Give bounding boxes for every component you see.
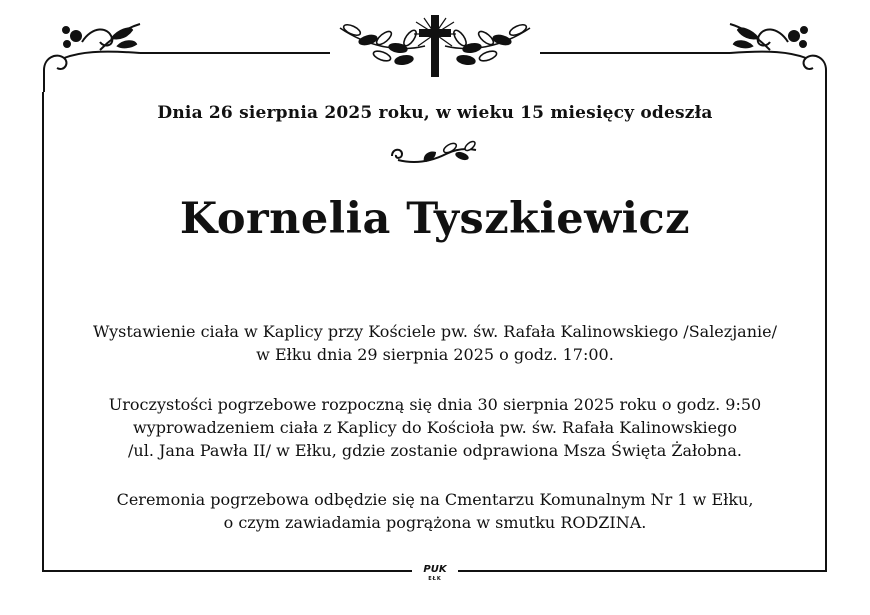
viewing-info	[60, 320, 810, 366]
text-line: w Ełku dnia 29 sierpnia 2025 o godz. 17:00.	[256, 345, 614, 364]
leaf-divider-icon	[384, 140, 484, 172]
cross-icon	[414, 15, 456, 77]
text-line: Ceremonia pogrzebowa odbędzie się na Cmentarzu Komunalnym Nr 1 w Ełku,	[116, 490, 754, 509]
laurel-branch-icon	[340, 23, 425, 66]
frame-right-border	[825, 92, 827, 572]
text-line: Wystawienie ciała w Kaplicy przy Kościele pw. św. Rafała Kalinowskiego /Salezjanie/	[93, 322, 777, 341]
corner-scroll-icon	[44, 24, 140, 92]
frame-bottom-border	[458, 570, 827, 572]
text-line: Uroczystości pogrzebowe rozpoczną się dnia 30 sierpnia 2025 roku o godz. 9:50	[108, 395, 762, 414]
notice-heading: Dnia 26 sierpnia 2025 roku, w wieku 15 miesięcy odeszła	[157, 103, 713, 123]
frame-left-border	[42, 92, 44, 572]
text-line: /ul. Jana Pawła II/ w Ełku, gdzie zostanie odprawiona Msza Święta Żałobna.	[128, 441, 742, 460]
ceremony-info	[60, 393, 810, 462]
corner-scroll-icon	[730, 24, 826, 92]
logo-sub-text: EŁK	[428, 576, 442, 582]
text-line: o czym zawiadamia pogrążona w smutku RODZINA.	[223, 513, 647, 532]
burial-info	[60, 488, 810, 534]
laurel-branch-icon	[445, 23, 530, 66]
text-line: wyprowadzeniem ciała z Kaplicy do Kościoła pw. św. Rafała Kalinowskiego	[133, 418, 737, 437]
footer-logo	[412, 562, 458, 584]
top-ornament	[0, 0, 870, 95]
logo-main-text: PUK	[423, 564, 447, 575]
frame-bottom-border	[42, 570, 412, 572]
deceased-name: Kornelia Tyszkiewicz	[179, 194, 691, 244]
